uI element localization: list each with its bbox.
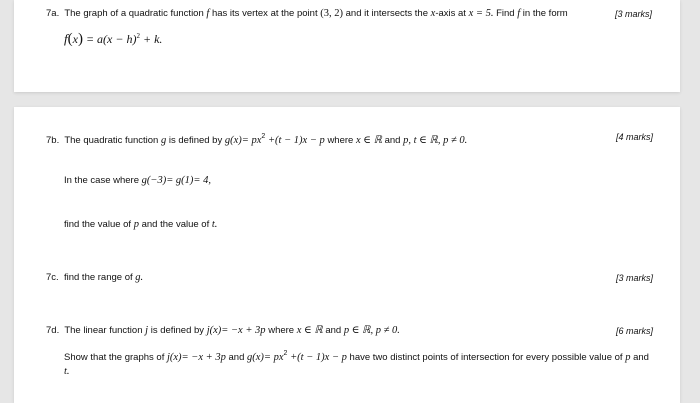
question-card-7a — [14, 0, 680, 92]
marks-7a: [3 marks] — [615, 9, 653, 19]
question-7b-text: 7b. The quadratic function g is defined by $g(x)= px^2 +(t - 1)x - p$ where x ∈ ℝ and p, t ∈ ℝ, p ≠ 0. — [46, 133, 468, 146]
marks-7c: [3 marks] — [616, 273, 654, 283]
question-7b-case: In the case where g(−3)= g(1)= 4, — [64, 175, 212, 186]
question-7d-text: 7d. The linear function j is defined by j(x)= −x + 3p where x ∈ ℝ and p ∈ ℝ, p ≠ 0. — [46, 325, 400, 336]
question-label: 7a. — [46, 8, 60, 19]
marks-7d: [6 marks] — [616, 326, 654, 336]
question-7a-text: 7a. The graph of a quadratic function f has its vertex at the point (3, 2) and it intersects the x-axis at x = 5. Find f in the form — [46, 8, 568, 19]
question-label: 7c. — [46, 272, 59, 283]
formula-7a: $f(x) = a(x - h)^2 + k$. — [64, 31, 163, 47]
question-7d-show: Show that the graphs of j(x)= −x + 3p and $g(x)= px^2 +(t - 1)x - p$ have two distinct points of intersection for every possible value of p and t. — [64, 350, 649, 377]
question-label: 7d. — [46, 325, 60, 336]
question-label: 7b. — [46, 135, 60, 146]
marks-7b: [4 marks] — [616, 132, 654, 142]
question-card-7b-7d — [14, 107, 680, 403]
question-7b-find: find the value of p and the value of t. — [64, 219, 218, 230]
question-7c-text: 7c. find the range of g. — [46, 272, 144, 283]
